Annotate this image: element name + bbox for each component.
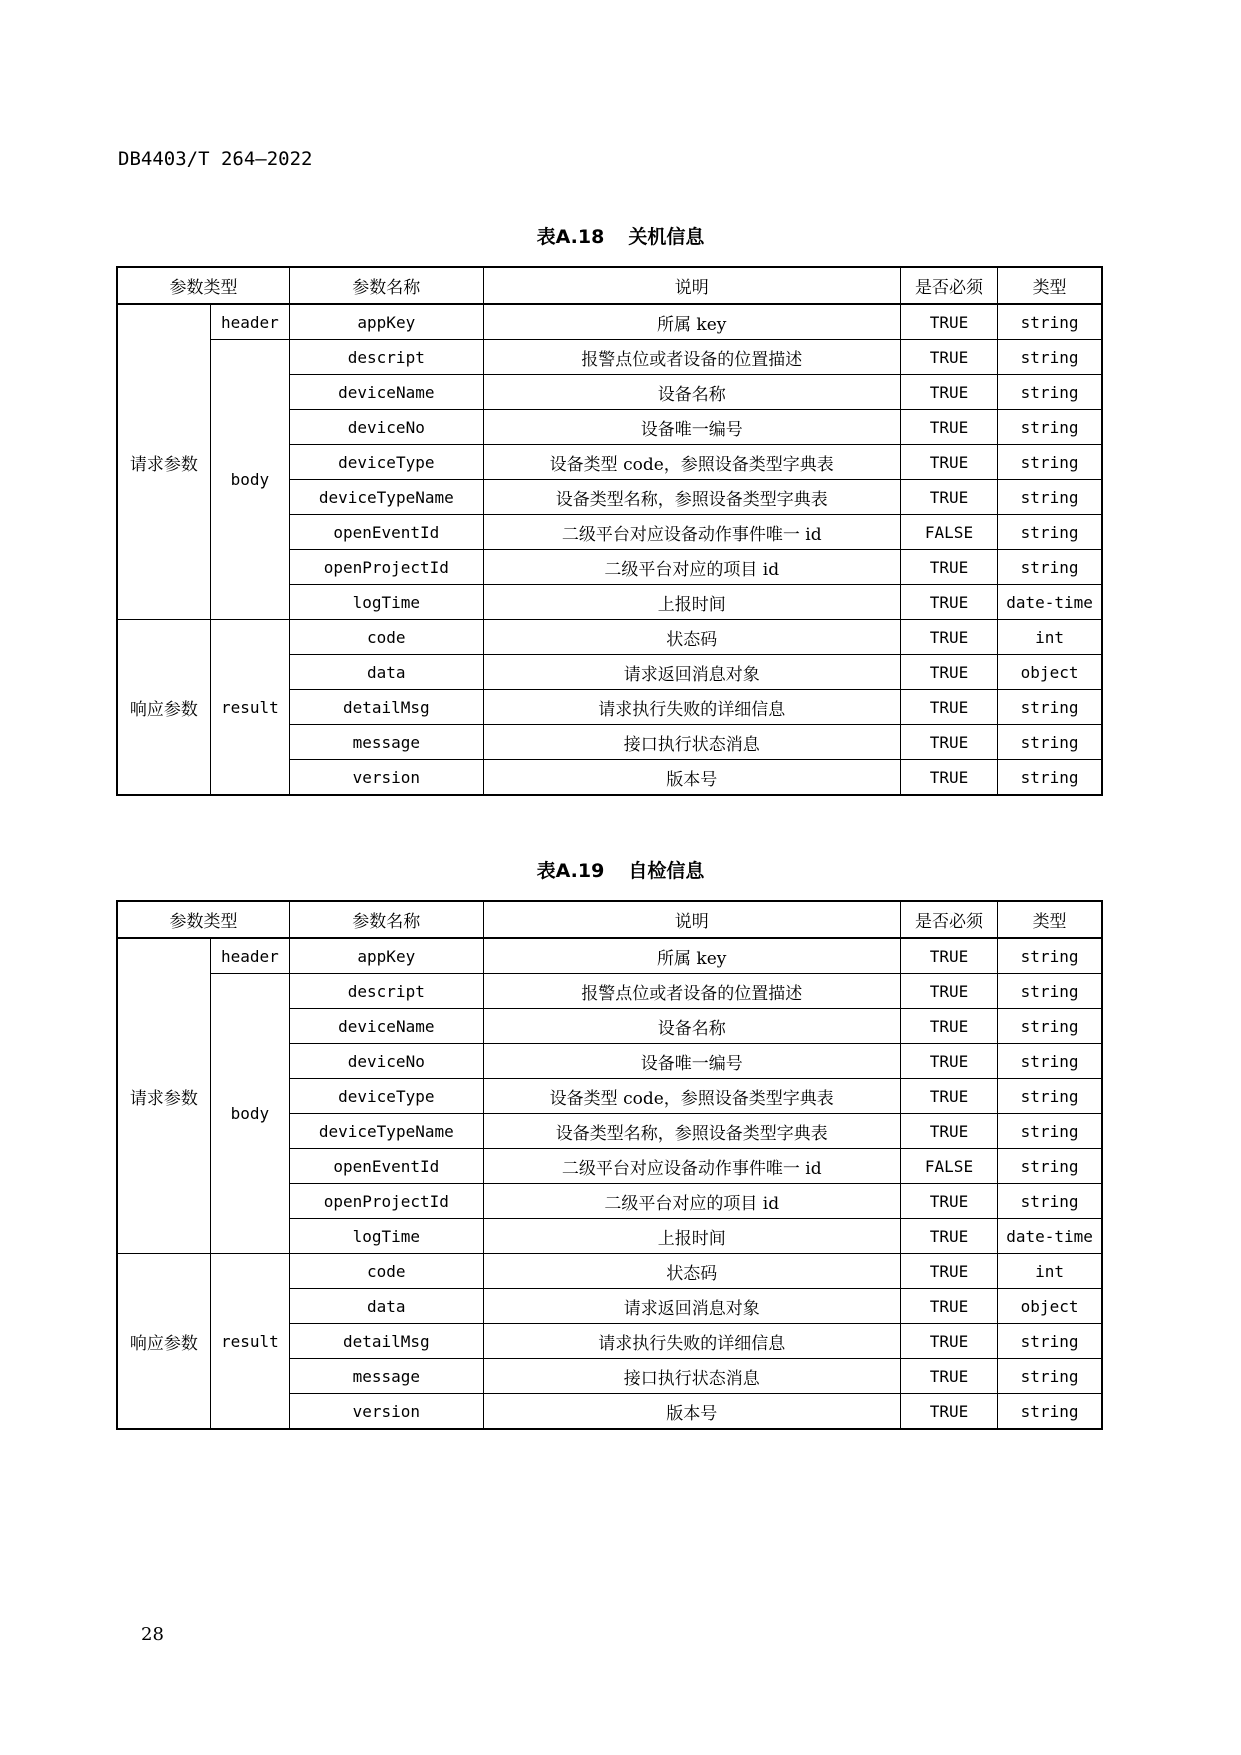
column-header: 参数名称: [290, 267, 484, 304]
param-name-cell: deviceNo: [290, 1044, 484, 1079]
param-description-cell: 请求返回消息对象: [483, 1289, 900, 1324]
param-category-cell: 请求参数: [117, 304, 210, 620]
param-type-cell: string: [998, 1324, 1102, 1359]
param-name-cell: deviceType: [290, 445, 484, 480]
param-description-cell: 请求返回消息对象: [483, 655, 900, 690]
param-required-cell: FALSE: [900, 515, 997, 550]
param-type-cell: string: [998, 1149, 1102, 1184]
param-description-cell: 二级平台对应的项目 id: [483, 1184, 900, 1219]
param-name-cell: descript: [290, 340, 484, 375]
param-name-cell: deviceTypeName: [290, 480, 484, 515]
param-description-cell: 版本号: [483, 760, 900, 796]
param-description-cell: 上报时间: [483, 1219, 900, 1254]
param-required-cell: TRUE: [900, 1324, 997, 1359]
param-required-cell: TRUE: [900, 938, 997, 974]
param-description-cell: 设备名称: [483, 1009, 900, 1044]
param-name-cell: logTime: [290, 1219, 484, 1254]
param-name-cell: version: [290, 760, 484, 796]
param-name-cell: message: [290, 1359, 484, 1394]
param-type-cell: string: [998, 1009, 1102, 1044]
table-row: [117, 974, 1102, 1009]
param-description-cell: 设备类型名称，参照设备类型字典表: [483, 1114, 900, 1149]
table-caption-a18: [0, 222, 1241, 249]
param-description-cell: 所属 key: [483, 304, 900, 340]
param-required-cell: TRUE: [900, 375, 997, 410]
column-header: 说明: [483, 267, 900, 304]
param-category-cell: 响应参数: [117, 620, 210, 796]
param-name-cell: detailMsg: [290, 1324, 484, 1359]
param-required-cell: TRUE: [900, 340, 997, 375]
param-section-cell: result: [210, 620, 289, 796]
param-description-cell: 状态码: [483, 1254, 900, 1289]
param-name-cell: deviceType: [290, 1079, 484, 1114]
param-description-cell: 设备名称: [483, 375, 900, 410]
param-required-cell: TRUE: [900, 585, 997, 620]
param-type-cell: object: [998, 655, 1102, 690]
param-name-cell: appKey: [290, 304, 484, 340]
column-header: 是否必须: [900, 901, 997, 938]
param-description-cell: 上报时间: [483, 585, 900, 620]
param-section-cell: header: [210, 304, 289, 340]
param-category-cell: 响应参数: [117, 1254, 210, 1430]
column-header: 参数类型: [117, 267, 290, 304]
param-description-cell: 二级平台对应的项目 id: [483, 550, 900, 585]
param-name-cell: logTime: [290, 585, 484, 620]
page-number: 28: [141, 1624, 164, 1645]
table-row: [117, 620, 1102, 655]
param-required-cell: TRUE: [900, 480, 997, 515]
column-header: 类型: [998, 267, 1102, 304]
param-required-cell: TRUE: [900, 974, 997, 1009]
param-description-cell: 接口执行状态消息: [483, 725, 900, 760]
spec-table-a18: [116, 266, 1103, 796]
param-type-cell: string: [998, 938, 1102, 974]
param-description-cell: 设备类型 code，参照设备类型字典表: [483, 1079, 900, 1114]
param-type-cell: string: [998, 974, 1102, 1009]
param-type-cell: string: [998, 550, 1102, 585]
header-row: [117, 901, 1102, 938]
param-name-cell: openProjectId: [290, 550, 484, 585]
param-type-cell: string: [998, 410, 1102, 445]
column-header: 说明: [483, 901, 900, 938]
param-required-cell: TRUE: [900, 1289, 997, 1324]
param-name-cell: descript: [290, 974, 484, 1009]
param-type-cell: int: [998, 620, 1102, 655]
param-type-cell: string: [998, 760, 1102, 796]
param-name-cell: appKey: [290, 938, 484, 974]
param-section-cell: body: [210, 974, 289, 1254]
param-description-cell: 报警点位或者设备的位置描述: [483, 974, 900, 1009]
param-description-cell: 设备类型 code，参照设备类型字典表: [483, 445, 900, 480]
param-description-cell: 设备唯一编号: [483, 410, 900, 445]
column-header: 参数名称: [290, 901, 484, 938]
param-description-cell: 接口执行状态消息: [483, 1359, 900, 1394]
table-row: [117, 938, 1102, 974]
param-section-cell: header: [210, 938, 289, 974]
param-required-cell: TRUE: [900, 620, 997, 655]
param-required-cell: TRUE: [900, 725, 997, 760]
table-caption-a19: [0, 856, 1241, 883]
param-description-cell: 所属 key: [483, 938, 900, 974]
column-header: 是否必须: [900, 267, 997, 304]
param-type-cell: object: [998, 1289, 1102, 1324]
param-name-cell: data: [290, 655, 484, 690]
param-description-cell: 报警点位或者设备的位置描述: [483, 340, 900, 375]
param-required-cell: TRUE: [900, 1184, 997, 1219]
table-row: [117, 1254, 1102, 1289]
param-type-cell: string: [998, 1114, 1102, 1149]
table-row: [117, 304, 1102, 340]
param-type-cell: int: [998, 1254, 1102, 1289]
param-type-cell: string: [998, 1359, 1102, 1394]
document-id: DB4403/T 264—2022: [118, 148, 313, 170]
param-required-cell: TRUE: [900, 1394, 997, 1430]
param-required-cell: TRUE: [900, 690, 997, 725]
param-required-cell: TRUE: [900, 1044, 997, 1079]
param-required-cell: FALSE: [900, 1149, 997, 1184]
param-name-cell: deviceNo: [290, 410, 484, 445]
param-type-cell: string: [998, 445, 1102, 480]
spec-table-a19: [116, 900, 1103, 1430]
param-section-cell: result: [210, 1254, 289, 1430]
param-required-cell: TRUE: [900, 655, 997, 690]
param-name-cell: deviceName: [290, 1009, 484, 1044]
param-required-cell: TRUE: [900, 1359, 997, 1394]
param-type-cell: string: [998, 1044, 1102, 1079]
param-required-cell: TRUE: [900, 1079, 997, 1114]
param-type-cell: string: [998, 1184, 1102, 1219]
param-name-cell: code: [290, 1254, 484, 1289]
param-required-cell: TRUE: [900, 550, 997, 585]
param-description-cell: 请求执行失败的详细信息: [483, 690, 900, 725]
param-name-cell: deviceName: [290, 375, 484, 410]
param-type-cell: string: [998, 375, 1102, 410]
param-category-cell: 请求参数: [117, 938, 210, 1254]
param-name-cell: deviceTypeName: [290, 1114, 484, 1149]
param-description-cell: 状态码: [483, 620, 900, 655]
param-required-cell: TRUE: [900, 410, 997, 445]
param-name-cell: version: [290, 1394, 484, 1430]
param-description-cell: 请求执行失败的详细信息: [483, 1324, 900, 1359]
column-header: 参数类型: [117, 901, 290, 938]
param-required-cell: TRUE: [900, 1254, 997, 1289]
header-row: [117, 267, 1102, 304]
param-section-cell: body: [210, 340, 289, 620]
param-description-cell: 设备类型名称，参照设备类型字典表: [483, 480, 900, 515]
param-required-cell: TRUE: [900, 1114, 997, 1149]
table-caption-title: 自检信息: [628, 860, 705, 882]
param-name-cell: message: [290, 725, 484, 760]
param-type-cell: string: [998, 480, 1102, 515]
param-type-cell: string: [998, 725, 1102, 760]
param-name-cell: data: [290, 1289, 484, 1324]
param-required-cell: TRUE: [900, 304, 997, 340]
param-type-cell: date-time: [998, 585, 1102, 620]
param-required-cell: TRUE: [900, 445, 997, 480]
param-type-cell: string: [998, 690, 1102, 725]
column-header: 类型: [998, 901, 1102, 938]
param-name-cell: detailMsg: [290, 690, 484, 725]
param-type-cell: string: [998, 1394, 1102, 1430]
param-name-cell: code: [290, 620, 484, 655]
param-type-cell: string: [998, 340, 1102, 375]
param-description-cell: 二级平台对应设备动作事件唯一 id: [483, 1149, 900, 1184]
param-name-cell: openProjectId: [290, 1184, 484, 1219]
table-caption-title: 关机信息: [628, 226, 705, 248]
table-caption-number: 表A.19: [536, 860, 605, 882]
param-type-cell: string: [998, 515, 1102, 550]
param-required-cell: TRUE: [900, 1219, 997, 1254]
param-type-cell: string: [998, 304, 1102, 340]
param-required-cell: TRUE: [900, 760, 997, 796]
table-row: [117, 340, 1102, 375]
param-description-cell: 版本号: [483, 1394, 900, 1430]
param-description-cell: 设备唯一编号: [483, 1044, 900, 1079]
table-caption-number: 表A.18: [536, 226, 605, 248]
param-description-cell: 二级平台对应设备动作事件唯一 id: [483, 515, 900, 550]
param-name-cell: openEventId: [290, 515, 484, 550]
param-type-cell: string: [998, 1079, 1102, 1114]
param-required-cell: TRUE: [900, 1009, 997, 1044]
param-type-cell: date-time: [998, 1219, 1102, 1254]
param-name-cell: openEventId: [290, 1149, 484, 1184]
